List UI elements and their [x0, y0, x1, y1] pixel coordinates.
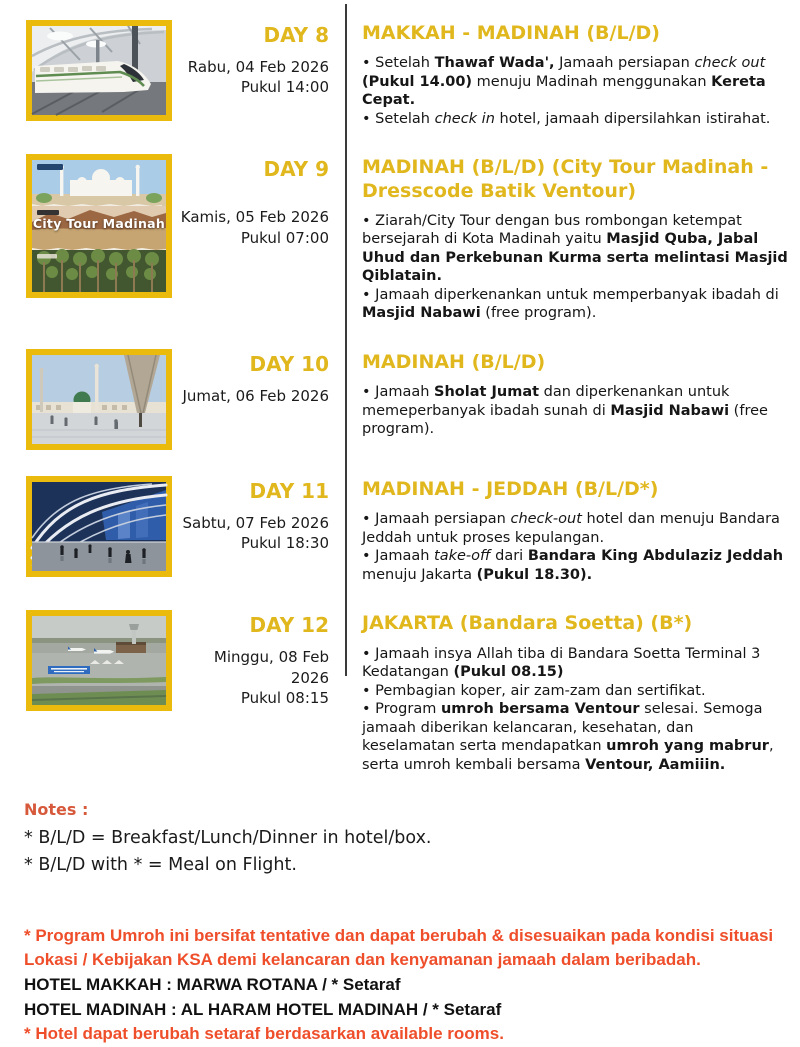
day-heading: JAKARTA (Bandara Soetta) (B*) [362, 612, 693, 635]
jakarta-airport-image [32, 616, 166, 705]
photo-caption: City Tour Madinah [32, 216, 166, 232]
itinerary-bullet: • Ziarah/City Tour dengan bus rombongan ketempat bersejarah di Kota Madinah yaitu Masjid Quba, Jabal Uhud dan Perkebunan Kurma serta melintasi Masjid Qiblatain. [362, 212, 788, 285]
day-date: Sabtu, 07 Feb 2026 [182, 513, 329, 532]
notes-section [24, 800, 800, 878]
day-9-left [0, 154, 345, 298]
day-date: Kamis, 05 Feb 2026 [180, 208, 329, 227]
day-bullets [362, 54, 790, 128]
masjid-nabawi-image [32, 355, 166, 444]
day-10-meta [172, 349, 345, 406]
day-9-photo [26, 154, 172, 298]
hotel-makkah-line: HOTEL MAKKAH : MARWA ROTANA / * Setaraf [24, 975, 401, 995]
day-8-details [345, 20, 800, 128]
day-10-photo [26, 349, 172, 450]
itinerary-bullet: • Setelah check in hotel, jamaah dipersilahkan istirahat. [362, 110, 771, 127]
day-bullets [362, 645, 790, 775]
itinerary-bullet: • Jamaah insya Allah tiba di Bandara Soetta Terminal 3 Kedatangan (Pukul 08.15) [362, 645, 761, 681]
day-12-left [0, 610, 345, 711]
day-row-11 [0, 476, 800, 584]
day-bullets [362, 212, 790, 323]
day-date: Rabu, 04 Feb 2026 [187, 58, 329, 76]
column-divider [345, 4, 347, 676]
day-8-left [0, 20, 345, 121]
notes-line-bld: * B/L/D = Breakfast/Lunch/Dinner in hotel/box. [24, 828, 432, 849]
day-heading: MAKKAH - MADINAH (B/L/D) [362, 22, 660, 44]
itinerary-bullet: • Pembagian koper, air zam-zam dan sertifikat. [362, 682, 706, 699]
day-number: DAY 12 [249, 613, 329, 638]
itinerary-bullet: • Setelah Thawaf Wada', Jamaah persiapan check out (Pukul 14.00) menuju Madinah menggunakan Kereta Cepat. [362, 55, 766, 109]
day-8-photo [26, 20, 172, 121]
day-number: DAY 10 [249, 351, 329, 376]
day-heading: MADINAH (B/L/D) [362, 350, 546, 373]
day-12-details [345, 610, 800, 774]
footer-section [24, 924, 776, 1047]
day-12-meta [172, 610, 345, 708]
day-9-details [345, 154, 800, 323]
day-number: DAY 8 [263, 23, 329, 47]
hotel-change-note: * Hotel dapat berubah setaraf berdasarkan available rooms. [24, 1024, 504, 1044]
day-heading: MADINAH - JEDDAH (B/L/D*) [362, 477, 659, 500]
day-10-details [345, 349, 800, 439]
day-time: Pukul 07:00 [240, 228, 329, 247]
program-disclaimer: * Program Umroh ini bersifat tentative dan dapat berubah & disesuaikan pada kondisi situasi Lokasi / Kebijakan KSA demi kelancaran dan kenyamanan jamaah dalam beribadah. [24, 925, 774, 970]
itinerary-bullet: • Program umroh bersama Ventour selesai. Semoga jamaah diberikan kelancaran, kesehatan, dan keselamatan serta mendapatkan umroh yang mabrur, serta umroh kembali bersama Ventour, Aamiiin. [362, 701, 774, 773]
day-11-details [345, 476, 800, 584]
day-bullets [362, 510, 790, 584]
haramain-train-image [32, 26, 166, 115]
day-row-8 [0, 20, 800, 128]
day-number: DAY 9 [263, 157, 329, 182]
day-date: Minggu, 08 Feb 2026 [213, 648, 329, 687]
day-row-9 [0, 154, 800, 323]
day-number: DAY 11 [249, 478, 329, 503]
jeddah-airport-image [32, 482, 166, 571]
day-bullets [362, 383, 790, 439]
hotel-madinah-line: HOTEL MADINAH : AL HARAM HOTEL MADINAH / * Setaraf [24, 999, 502, 1019]
itinerary-bullet: • Jamaah take-off dari Bandara King Abdulaziz Jeddah menuju Jakarta (Pukul 18.30). [362, 548, 784, 583]
day-date: Jumat, 06 Feb 2026 [182, 386, 329, 405]
day-11-left [0, 476, 345, 577]
day-11-photo [26, 476, 172, 577]
day-row-12 [0, 610, 800, 774]
day-9-meta [172, 154, 345, 248]
day-time: Pukul 08:15 [240, 688, 329, 707]
notes-line-meal-on-flight: * B/L/D with * = Meal on Flight. [24, 854, 297, 875]
day-time: Pukul 14:00 [240, 78, 329, 97]
day-11-meta [172, 476, 345, 554]
itinerary-bullet: • Jamaah persiapan check-out hotel dan menuju Bandara Jeddah untuk proses kepulangan. [362, 511, 780, 546]
itinerary-bullet: • Jamaah Sholat Jumat dan diperkenankan untuk memeperbanyak ibadah sunah di Masjid Nabawi (free program). [362, 384, 768, 438]
day-heading: MADINAH (B/L/D) (City Tour Madinah - Dresscode Batik Ventour) [362, 156, 769, 202]
day-time: Pukul 18:30 [240, 534, 329, 553]
notes-heading: Notes : [24, 800, 89, 820]
day-12-photo [26, 610, 172, 711]
day-row-10 [0, 349, 800, 450]
day-8-meta [172, 20, 345, 98]
day-10-left [0, 349, 345, 450]
itinerary-bullet: • Jamaah diperkenankan untuk memperbanyak ibadah di Masjid Nabawi (free program). [362, 286, 779, 322]
